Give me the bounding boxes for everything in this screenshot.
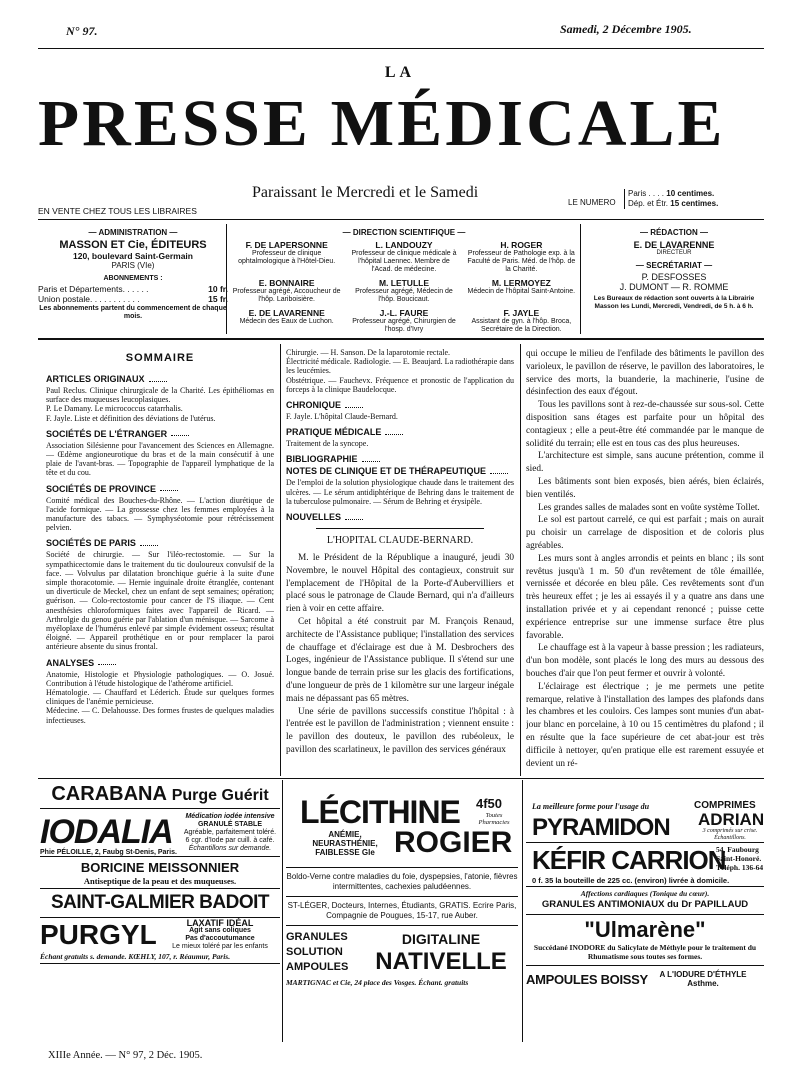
ad-antimon-name: GRANULES ANTIMONIAUX du Dr PAPILLAUD (541, 899, 749, 910)
ad-lecithine-price: 4f50 (476, 796, 503, 811)
le-numero: LE NUMERO (568, 198, 616, 207)
ad-pyramidon-name: PYRAMIDON (532, 814, 670, 841)
article-paragraph: Une série de pavillons successifs constitue l'hôpital : à l'entrée est le pavillon de l'administration ; viennent ensuite : le pavillon des douteux, le pavillon des rubéoleux, le pavillon des scarlatineux, le pavillon des services généraux (286, 706, 514, 755)
ad-antimon-t: Affections cardiaques (Tonique du cœur). (580, 889, 710, 898)
article-paragraph: Les murs sont à angles arrondis et peints en blanc ; ils sont revêtus jusqu'à 1 m. 50 d'un revêtement de tôle émaillée, vernissée et décorée en bleu pâle. Ces revêtements sont d'un très heureux effet ; je les ai essayés il y a quatre ans dans une installation privée et y ai cependant renoncé ; puisse cette expérience entreprise sur une immense surface être plus favorable. (526, 553, 764, 641)
info-rule (38, 338, 764, 340)
ad-kefir-address: 54, Faubourg Saint-Honoré. Téléph. 136-64 (716, 845, 764, 872)
section-label: NOTES DE CLINIQUE ET DE THÉRAPEUTIQUE (286, 466, 487, 477)
section-heading-notes (286, 466, 514, 476)
entry: Paul Reclus. Clinique chirurgicale de la Charité. Les épithéliomas en surface des muqueuses leucoplasiques. (46, 386, 274, 405)
section-heading-nouvelles (286, 512, 514, 522)
ads-column-1 (40, 782, 280, 1044)
director-name: H. ROGER (500, 240, 543, 250)
ornament (362, 458, 380, 462)
section-heading-province (46, 484, 274, 494)
article-rule (316, 528, 484, 529)
ad-pyramidon (526, 800, 764, 842)
ad-boissy (526, 965, 764, 988)
ornament (345, 516, 363, 520)
director-1 (230, 240, 343, 274)
entry: Électricité médicale. Radiologie. — E. Beaujard. La radiothérapie dans les leucémies. (286, 357, 514, 376)
ad-iodalia-t5: Échantillons sur demande. (188, 844, 272, 852)
entry: Médecine. — C. Delahousse. Des formes frustes de quelques maladies infectieuses. (46, 706, 274, 725)
ad-boricine: BORICINE MEISSONNIER (80, 860, 240, 875)
ornament (490, 470, 508, 474)
ad-carabana-name: CARABANA (51, 783, 167, 805)
administration (38, 228, 228, 321)
entry: Chirurgie. — H. Sanson. De la laparotomie rectale. (286, 348, 451, 357)
section-heading-analyses (46, 658, 274, 668)
section-label: SOCIÉTÉS DE L'ÉTRANGER (46, 428, 168, 439)
ad-digitaline (286, 930, 518, 976)
ad-boissy-name: AMPOULES BOISSY (526, 971, 648, 987)
ad-digitaline-brand (366, 930, 516, 976)
entry: P. Le Damany. Le micrococcus catarrhalis. (46, 404, 183, 414)
secretariat-heading: — SECRÉTARIAT — (635, 261, 713, 270)
article-paragraph: qui occupe le milieu de l'enfilade des bâtiments le pavillon des varioleux, le pavillon de réserve, le pavillon des laboratoires, le service des morts, la buanderie, la machinerie, l'usine de désinfection des eaux d'égout. (526, 349, 764, 398)
ad-stleger: ST-LÉGER, Docteurs, Internes, Étudiants, GRATIS. Ecrire Paris, Compagnie de Pougues, 15-17, rue Auber. (286, 901, 518, 926)
ad-lecithine-t1: Toutes Pharmacies (478, 812, 510, 826)
issue-number: N° 97. (66, 24, 98, 38)
ad-ulmarene-t: Succédané INODORE du Salicylate de Méthyle pour le traitement du Rhumatisme sous toutes ses formes. (533, 943, 757, 961)
director-name: E. DE LAVARENNE (248, 308, 325, 318)
section-label: ARTICLES ORIGINAUX (46, 374, 145, 384)
article-paragraph: M. le Président de la République a inauguré, jeudi 30 Novembre, le nouvel Hôpital des contagieux, construit sur l'emplacement de l'Hôpital de la Porte-d'Aubervilliers et placé sous le patronage de Claude Bernard, qui n'a d'ailleurs rien à voir en cette affaire. (286, 553, 514, 615)
vente: EN VENTE CHEZ TOUS LES LIBRAIRES (38, 206, 197, 216)
ad-ampoules: AMPOULES (286, 961, 349, 973)
ad-ulmarene-name: "Ulmarène" (584, 917, 706, 942)
ad-comprimes: COMPRIMÉS (694, 800, 756, 811)
redaction-heading: — RÉDACTION — (640, 228, 708, 237)
section-label: CHRONIQUE (286, 400, 342, 411)
director-name: M. LETULLE (378, 278, 430, 288)
ornament (140, 542, 158, 546)
director-7 (230, 308, 343, 334)
column-2 (286, 348, 514, 776)
abo-union (38, 294, 228, 304)
director-9 (465, 308, 578, 334)
abo-union-label: Union postale. . . . . . . . . . . (38, 294, 140, 304)
director-name: M. LERMOYEZ (491, 278, 551, 288)
director-desc: Professeur de clinique ophtalmologique à l'Hôtel-Dieu. (238, 250, 336, 265)
ad-purgyl-t3: Pas d'accoutumance (185, 935, 255, 942)
article-paragraph: Tous les pavillons sont à rez-de-chaussée sur sous-sol. Cette disposition sans étages est parfaite pour un hôpital des contagieux ; elle a peut-être été commandée par le manque de solidité du terrain; elle est en tous cas des plus heureuses. (526, 400, 764, 449)
ad-iodalia-t1: Médication iodée intensive (185, 812, 275, 820)
ad-kefir-price: 0 f. 35 la bouteille de 225 cc. (environ) livrée à domicile. (532, 876, 730, 885)
ad-iodalia-t3: Agréable, parfaitement toléré. (183, 828, 277, 836)
director-desc: Professeur de clinique médicale à l'hôpital Laennec. Membre de l'Acad. de médecine. (351, 250, 457, 273)
section-label: SOCIÉTÉS DE PROVINCE (46, 483, 157, 494)
director-name: F. DE LAPERSONNE (245, 240, 328, 250)
ad-kefir-name: KÉFIR CARRION (532, 845, 726, 875)
article-title: L'HOPITAL CLAUDE-BERNARD. (326, 535, 474, 547)
director-desc: Professeur agrégé, Chirurgien de l'hosp. d'Ivry (352, 318, 456, 333)
ornament (345, 404, 363, 408)
masthead-la: LA (384, 64, 416, 81)
director-name: F. JAYLE (503, 308, 540, 318)
ads-column-2 (286, 794, 518, 1044)
header-rule (38, 48, 764, 49)
ad-boldo: Boldo-Verne contre maladies du foie, dyspepsies, l'atonie, fièvres intermittentes, cachexies paludéennes. (286, 872, 518, 897)
ad-purgyl (40, 918, 280, 952)
ad-adrian-t: 3 comprimés sur crise. Échantillons. (702, 828, 758, 841)
entry: Anatomie, Histologie et Physiologie pathologiques. — O. Josué. Contribution à l'étude histologique de l'athérome artificiel. (46, 669, 274, 688)
abo-union-price: 15 fr. (208, 294, 228, 304)
entry: Hématologie. — Chauffard et Léderich. Étude sur quelques formes cliniques de l'anémie pernicieuse. (46, 688, 274, 707)
entry: F. Jayle. L'hôpital Claude-Bernard. (286, 412, 398, 422)
abo-paris (38, 284, 228, 294)
director-desc: Médecin de l'hôpital Saint-Antoine. (467, 288, 576, 295)
ad-iodalia-address: Phie PÉLOILLE, 2, Faubg St-Denis, Paris. (40, 849, 177, 856)
ad-iodalia-details (180, 813, 280, 853)
entry: Comité médical des Bouches-du-Rhône. — L'action diurétique de l'acide formique. — La grossesse chez les femmes employées à la manufacture des tabacs. — Symphyséotomie pour rétrécissement pelvien. (46, 495, 274, 533)
masthead-title: PRESSE MÉDICALE (38, 88, 726, 160)
section-heading-etranger (46, 429, 274, 439)
column-divider-2 (520, 344, 521, 776)
article-paragraph: Le sol est partout carrelé, ce qui est parfait ; mais on aurait pu choisir un carrelage de disposition et de coloris plus agréables. (526, 515, 764, 551)
abonnements-heading: ABONNEMENTS : (103, 275, 163, 282)
ornament (149, 378, 167, 382)
entry: Obstétrique. — Fauchevx. Fréquence et pronostic de l'application du forceps à la clinique Baudelocque. (286, 375, 514, 394)
price-dep-label: Dép. et Étr. (628, 199, 669, 208)
ornament (98, 661, 116, 665)
direction-grid (230, 240, 578, 334)
director-desc: Professeur agrégé, Accoucheur de l'hôp. Lariboisière. (232, 288, 341, 303)
article-paragraph: L'architecture est simple, sans aucune prétention, comme il sied. (526, 451, 764, 475)
city: PARIS (VIe) (111, 261, 155, 270)
ad-solution: SOLUTION (286, 946, 343, 958)
sommaire-heading: SOMMAIRE (125, 352, 195, 364)
prices (624, 189, 718, 209)
secretary-2: J. DUMONT — R. ROMME (619, 282, 729, 292)
ad-lecithine-t2: ANÉMIE, NEURASTHÉNIE, FAIBLESSE Gle (312, 830, 378, 857)
article-paragraph: Les grandes salles de malades sont en voûte système Tollet. (538, 502, 760, 513)
section-heading-paris (46, 538, 274, 548)
ad-kefir (526, 842, 764, 886)
column-3 (526, 348, 764, 776)
ornament (160, 487, 178, 491)
entry: De l'emploi de la solution physiologique chaude dans le traitement des ulcères. — Le sérum antidiphtérique de Behring dans le traitement de la tuberculose pulmonaire. — Sérum de Behring et érysipèle. (286, 478, 514, 506)
section-label: ANALYSES (46, 657, 95, 668)
ad-purgyl-details (160, 919, 280, 951)
ad-granules: GRANULES (286, 931, 348, 943)
director-desc: Professeur agrégé, Médecin de l'hôp. Boucicaut. (355, 288, 453, 303)
abo-paris-price: 10 fr. (208, 284, 228, 294)
ad-digitaline-forms (286, 930, 366, 976)
ad-iodalia-name: IODALIA (40, 813, 173, 851)
director-2 (347, 240, 460, 274)
ad-badoit: SAINT-GALMIER BADOIT (40, 889, 280, 918)
ad-purgyl-t4: Le mieux toléré par les enfants (172, 943, 268, 950)
director-3 (465, 240, 578, 274)
entry: Société de chirurgie. — Sur l'iléo-rectostomie. — Sur la sympathicectomie dans le traitement du tic douloureux convulsif de la face. — Volvulus par dilatation bronchique guérie à la suite d'une simple thoracotomie. — Hernie inguinale droite étranglée, contenant un diverticule de Meckel, chez un enfant de sept semaines; opération; guérison. — Colo-rectostomie pour cancer de l'S iliaque. — Cent anesthésies chloroformiques faites avec l'appareil de Ricard. — Arthrolgie du genou guérie par l'ablation d'un ménisque. — Sarcome à myéloplaxe de l'humérus enlevé par simple évidement osseux; résultat éloigné. — Appareil prothétique en or pour remplacer la paroi antérieure absente du sinus frontal. (46, 550, 274, 652)
ad-ulmarene (526, 914, 764, 961)
price-paris: 10 centimes. (666, 189, 715, 198)
director-5 (347, 278, 460, 304)
ad-antimon (526, 886, 764, 911)
header-rule-2 (38, 219, 764, 220)
section-label: NOUVELLES (286, 512, 342, 523)
director-name: J.-L. FAURE (379, 308, 429, 318)
section-heading-pratique (286, 427, 514, 437)
ad-boissy-t: A L'IODURE D'ÉTHYLE Asthme. (659, 970, 747, 988)
direction-heading: — DIRECTION SCIENTIFIQUE — (342, 228, 466, 237)
ads-divider-2 (522, 780, 523, 1042)
ad-carabana-purge: Purge Guérit (171, 787, 269, 804)
section-label: BIBLIOGRAPHIE (286, 454, 358, 465)
director-desc: Médecin des Eaux de Luchon. (239, 318, 334, 325)
info-divider-1 (226, 224, 227, 334)
ad-rogier: ROGIER (394, 826, 513, 859)
admin-heading: — ADMINISTRATION — (88, 228, 178, 237)
ad-iodalia-t4: 6 cgr. d'Iode par cuill. à café. (185, 836, 275, 844)
director-desc: Professeur de Pathologie exp. à la Faculté de Paris. Méd. de l'hôp. de la Charité. (467, 250, 576, 273)
section-heading-chronique (286, 400, 514, 410)
redaction-director: E. DE LAVARENNE (633, 240, 715, 250)
ad-lecithine (286, 794, 518, 868)
redaction-director-label: DIRECTEUR (656, 250, 692, 256)
sommaire (46, 352, 274, 772)
price-paris-label: Paris . . . . (628, 189, 665, 198)
ad-purgyl-address: Échant gratuits s. demande. KŒHLY, 107, r. Réaumur, Paris. (40, 952, 280, 964)
director-8 (347, 308, 460, 334)
redaction (584, 228, 764, 310)
section-label: SOCIÉTÉS DE PARIS (46, 538, 136, 549)
section-heading-articles (46, 374, 274, 384)
ad-digitaline-name: DIGITALINE (401, 931, 481, 947)
section-heading-bibliographie (286, 454, 514, 464)
ad-nativelle: NATIVELLE (375, 948, 507, 975)
entry: F. Jayle. Liste et définition des déviations de l'utérus. (46, 413, 216, 423)
director-name: L. LANDOUZY (375, 240, 433, 250)
ad-martignac: MARTIGNAC et Cie, 24 place des Vosges. Échant. gratuits (286, 978, 469, 987)
direction (230, 228, 578, 334)
ads-divider-1 (282, 780, 283, 1042)
address: 120, boulevard Saint-Germain (73, 251, 193, 261)
entry: Traitement de la syncope. (286, 439, 369, 449)
article-paragraph: Cet hôpital a été construit par M. François Renaud, architecte de l'Assistance publique; l'installation des services de chauffage et d'éclairage est due à M. Desbrochers des Loges, ingénieur de l'Assistance publique. Il s'étend sur une longue bande de terrain prise sur les glacis des fortifications, d'une longueur de près de 1 kilomètre sur une largeur inégale mais ne dépassant pas 65 mètres. (286, 617, 514, 704)
ad-boricine-sub: Antiseptique de la peau et des muqueuses. (40, 876, 280, 889)
subtitle: Paraissant le Mercredi et le Samedi (252, 184, 479, 201)
footer: XIIIe Année. — N° 97, 2 Déc. 1905. (48, 1050, 203, 1061)
ornament (171, 432, 189, 436)
ad-iodalia-t2: GRANULÉ STABLE (197, 820, 263, 828)
director-desc: Assistant de gyn. à l'hôp. Broca, Secrétaire de la Direction. (471, 318, 572, 333)
article-paragraph: Le chauffage est à la vapeur à basse pression ; les radiateurs, d'un bon modèle, sont placés le long des murs au dessous des bouches d'air que l'on peut fermer et ouvrir à volonté. (526, 643, 764, 679)
ad-purgyl-t1: LAXATIF IDÉAL (186, 918, 254, 928)
section-label: PRATIQUE MÉDICALE (286, 427, 382, 438)
ad-pyramidon-t1: La meilleure forme pour l'usage du (532, 802, 650, 811)
secretary-1: P. DESFOSSES (641, 272, 707, 282)
director-name: E. BONNAIRE (258, 278, 315, 288)
abo-paris-label: Paris et Départements. . . . . . (38, 284, 149, 294)
masthead (38, 88, 764, 160)
ornament (385, 431, 403, 435)
ad-lecithine-name: LÉCITHINE (300, 794, 460, 830)
column-divider-1 (280, 344, 281, 776)
price-dep: 15 centimes. (670, 199, 719, 208)
director-4 (230, 278, 343, 304)
ad-purgyl-name: PURGYL (40, 919, 157, 950)
entry: Association Silésienne pour l'avancement des Sciences en Allemagne. — Œdème angioneurotique du bras et de la main consécutif à une plaie de l'avant-bras. — Topographie de l'appareil lymphatique de la tête et du cou. (46, 440, 274, 478)
info-divider-2 (580, 224, 581, 334)
redaction-note: Les Bureaux de rédaction sont ouverts à la Librairie Masson les Lundi, Mercredi, Vendredi, de 5 h. à 6 h. (593, 295, 755, 310)
ad-carabana (40, 782, 280, 809)
issue-date: Samedi, 2 Décembre 1905. (560, 22, 692, 36)
ad-adrian: ADRIAN (698, 810, 764, 829)
director-6 (465, 278, 578, 304)
ad-purgyl-t2: Agit sans coliques (189, 927, 251, 934)
article-paragraph: Les bâtiments sont bien exposés, bien aérés, bien éclairés, bien ventilés. (526, 476, 764, 500)
publisher: MASSON ET Cie, ÉDITEURS (59, 239, 207, 251)
article-paragraph: L'éclairage est électrique ; je me permets une petite remarque, relative à l'installation des lampes des plafonds dans les chambres et les couloirs. Ces lampes sont munies d'un abat-jour blanc en porcelaine, à 10 ou 15 centimètres du plafond ; il en résulte que la face supérieure de cet abat-jour est très difficile à nettoyer, qu'en pratique elle est rarement essuyée et devient un ré- (526, 681, 764, 769)
ads-rule (38, 778, 764, 779)
ads-column-3 (526, 800, 764, 1044)
abo-note: Les abonnements partent du commencement de chaque mois. (39, 305, 227, 320)
